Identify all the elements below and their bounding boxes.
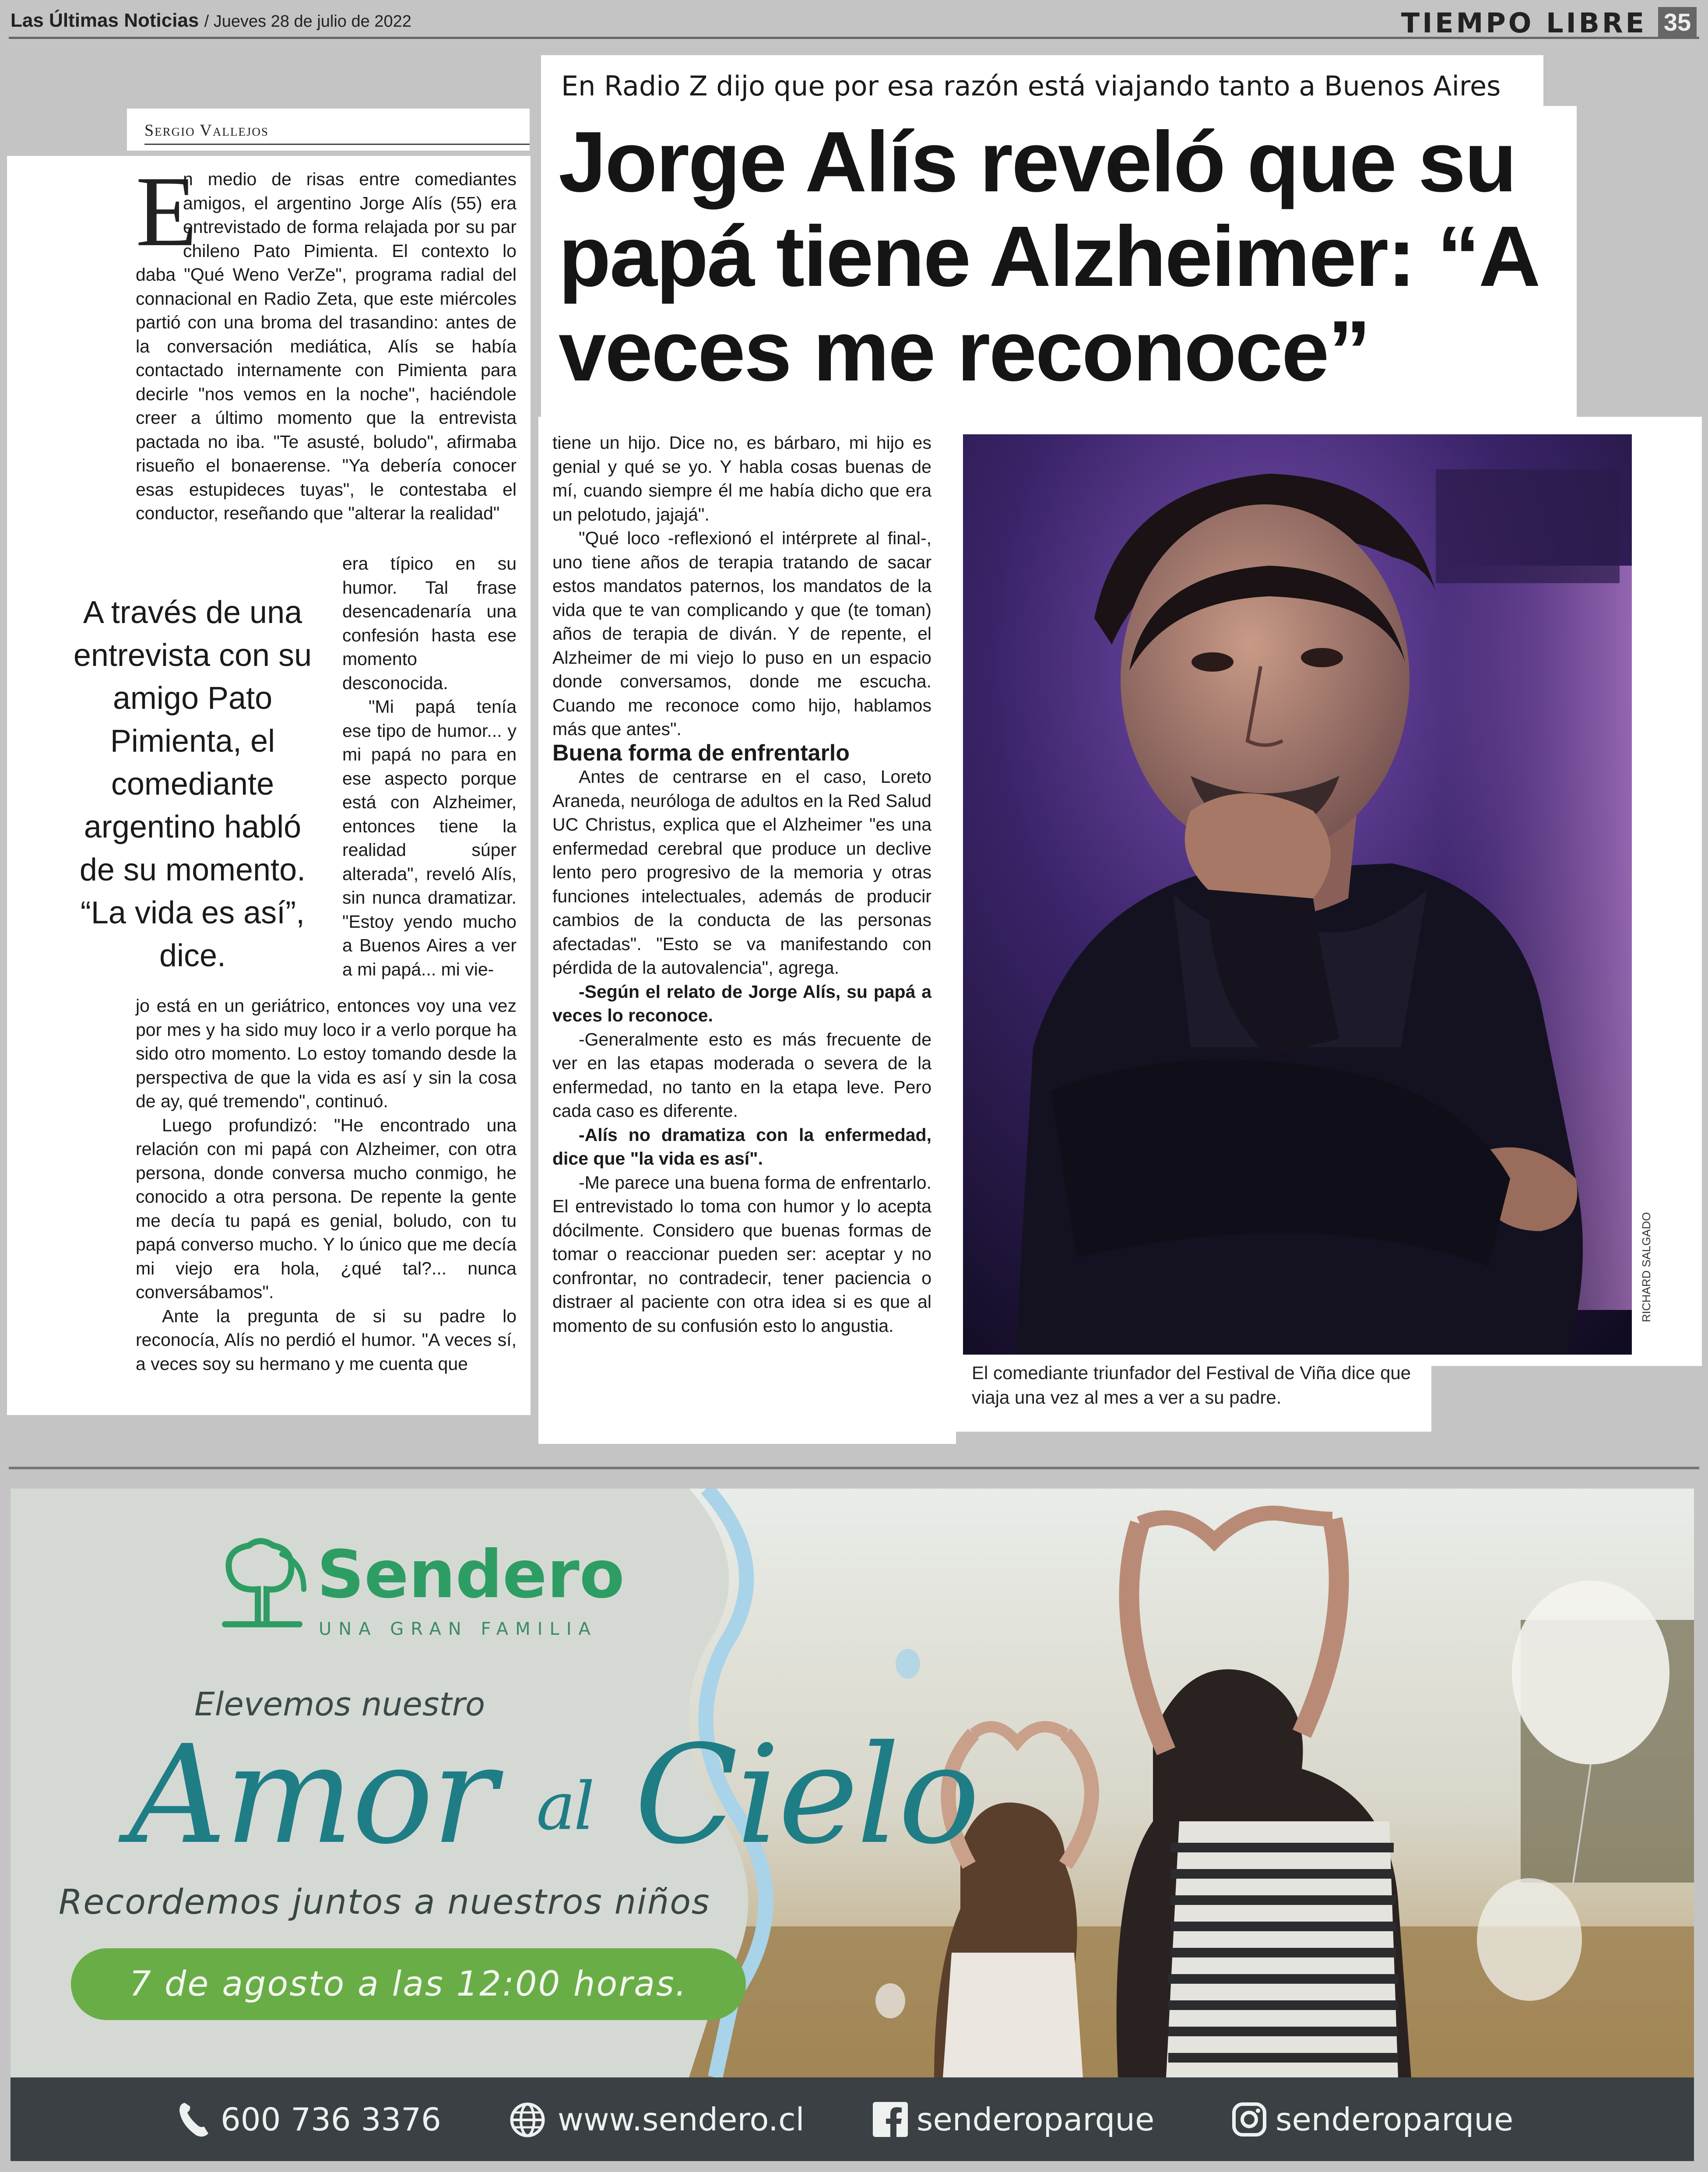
- sendero-tree-logo-icon: [216, 1537, 308, 1637]
- sendero-advertisement: [11, 1489, 1694, 2161]
- instagram-icon: [1232, 2102, 1267, 2137]
- masthead: [9, 6, 1699, 39]
- ad-phone: 600 736 3376: [221, 2101, 441, 2138]
- paragraph: Luego profundizó: "He encontrado una relación con mi papá con Alzheimer, con otra persona, donde conversa mucho conmigo, he conocido a otra persona. De repente la gente me decía tu papá es genial, boludo, con tu papá converso mucho. Y lo único que me decía mi viejo era hola, ¿qué tal?... nunca conversábamos".: [136, 1115, 517, 1302]
- ad-instagram: senderoparque: [1276, 2101, 1514, 2138]
- portrait-photo: [963, 434, 1632, 1355]
- phone-icon: [177, 2100, 212, 2139]
- ad-title-word: Amor: [129, 1716, 495, 1874]
- headline: Jorge Alís reveló que su papá tiene Alzheimer: “A veces me reconoce”: [559, 114, 1536, 399]
- interview-question: -Alís no dramatiza con la enfermedad, dice que "la vida es así".: [552, 1124, 931, 1169]
- ad-title-word: al: [536, 1768, 593, 1845]
- ad-contact-bar: [11, 2077, 1694, 2161]
- column-1-top: [136, 155, 517, 525]
- column-1-narrow: [342, 552, 517, 981]
- ad-subtitle: Elevemos nuestro: [194, 1686, 485, 1723]
- ad-date-pill: [71, 1948, 746, 2020]
- page-number: 35: [1658, 7, 1697, 38]
- interview-question: -Según el relato de Jorge Alís, su papá a veces lo reconoce.: [552, 981, 931, 1025]
- ad-title: [129, 1716, 978, 1874]
- facebook-icon: [873, 2102, 908, 2137]
- paragraph: "Mi papá tenía ese tipo de humor... y mi papá no para en ese aspecto porque está con Alzheimer, entonces tiene la realidad súper alterada", reveló Alís, sin nunca dramatizar. "Estoy yendo mucho a Buenos Aires a ver a mi papá... mi vie-: [342, 697, 517, 979]
- byline-rule: [144, 144, 530, 145]
- ad-facebook: senderoparque: [917, 2101, 1155, 2138]
- portrait-illustration: [963, 434, 1632, 1355]
- ad-subtitle-2: Recordemos juntos a nuestros niños: [59, 1883, 710, 1922]
- paragraph: era típico en su humor. Tal frase desencadenaría una confesión hasta ese momento desconocida.: [342, 553, 517, 693]
- section-separator: [9, 1467, 1699, 1469]
- pullquote: A través de una entrevista con su amigo Pato Pimienta, el comediante argentino habló de su momento. “La vida es así”, dice.: [73, 595, 312, 973]
- photo-caption: El comediante triunfador del Festival de Viña dice que viaja una vez al mes a ver a su padre.: [972, 1362, 1411, 1408]
- byline: Sergio Vallejos: [144, 121, 269, 140]
- column-2: [552, 431, 931, 1338]
- paragraph: Ante la pregunta de si su padre lo reconocía, Alís no perdió el humor. "A veces sí, a veces soy su hermano y me cuenta que: [136, 1306, 517, 1374]
- ad-website: www.sendero.cl: [558, 2101, 805, 2138]
- interview-answer: -Me parece una buena forma de enfrentarlo. El entrevistado lo toma con humor y lo acepta dócilmente. Considero que buenas formas de tomar o reaccionar pueden ser: aceptar y no confrontar, no contradecir, tener paciencia o distraer al paciente con otra idea si es que al momento de su confusión esto lo angustia.: [552, 1172, 931, 1336]
- paragraph-intro: [136, 155, 517, 525]
- section-title: TIEMPO LIBRE: [1401, 7, 1647, 39]
- paragraph: Antes de centrarse en el caso, Loreto Araneda, neuróloga de adultos en la Red Salud UC Christus, explica que el Alzheimer "es una enfermedad cerebral que produce un declive lento pero progresivo de la memoria y otras funciones intelectuales, además de producir cambios de la conducta de las personas afectadas". "Esto se va manifestando con pérdida de la autovalencia", agrega.: [552, 767, 931, 978]
- paragraph: tiene un hijo. Dice no, es bárbaro, mi hijo es genial y qué se yo. Y habla cosas buenas de mí, cuando siempre él me había dicho que era un pelotudo, jajajá".: [552, 433, 931, 525]
- masthead-paper-date: [11, 10, 411, 32]
- ad-brand: Sendero: [317, 1537, 625, 1613]
- interview-answer: -Generalmente esto es más frecuente de ver en las etapas moderada o severa de la enfermedad, no tanto en la etapa leve. Pero cada caso es diferente.: [552, 1029, 931, 1121]
- ad-title-word: Cielo: [634, 1716, 978, 1874]
- byline-box: [127, 109, 530, 151]
- column-1-bottom: [136, 994, 517, 1376]
- intro-text: n medio de risas entre comediantes amigos, el argentino Jorge Alís (55) era entrevistado de forma relajada por su par chileno Pato Pimienta. El contexto lo daba "Qué Weno VerZe", programa radial del connacional en Radio Zeta, que este miércoles partió con una broma del trasandino: antes de la conversación mediática, Alís se había contactado internamente con Pimienta para decirle "nos vemos en la noche", haciéndole creer a último momento que la entrevista pactada no iba. "Te asusté, boludo", afirmaba risueño el bonaerense. "Ya debería conocer esas estupideces tuyas", le contestaba el conductor, reseñando que "alterar la realidad": [136, 169, 517, 523]
- ad-brand-tagline: UNA GRAN FAMILIA: [319, 1619, 597, 1639]
- ad-date-text: 7 de agosto a las 12:00 horas.: [129, 1964, 688, 2004]
- globe-icon: [510, 2102, 545, 2138]
- subhead: Buena forma de enfrentarlo: [552, 740, 850, 766]
- dropcap: E: [136, 155, 197, 267]
- paragraph: "Qué loco -reflexionó el intérprete al final-, uno tiene años de terapia tratando de sacar estos mandatos paternos, los mandatos de la vida que te van complicando y que (te toman) años de terapia de diván. Y de repente, el Alzheimer de mi viejo lo puso en un espacio donde conversamos, donde me escucha. Cuando me reconoce como hijo, hablamos más que antes".: [552, 528, 931, 739]
- photo-credit: RICHARD SALGADO: [1640, 1212, 1653, 1322]
- paragraph: jo está en un geriátrico, entonces voy una vez por mes y ha sido muy loco ir a verlo porque ha sido otro momento. Lo estoy tomando desde la perspectiva de que la vida es así y sin la cosa de ay, qué tremendo", continuó.: [136, 996, 517, 1111]
- dropcap-spacer: [136, 167, 183, 255]
- kicker: En Radio Z dijo que por esa razón está viajando tanto a Buenos Aires: [561, 70, 1501, 102]
- paper-name: Las Últimas Noticias: [11, 10, 199, 31]
- issue-date: / Jueves 28 de julio de 2022: [204, 12, 411, 31]
